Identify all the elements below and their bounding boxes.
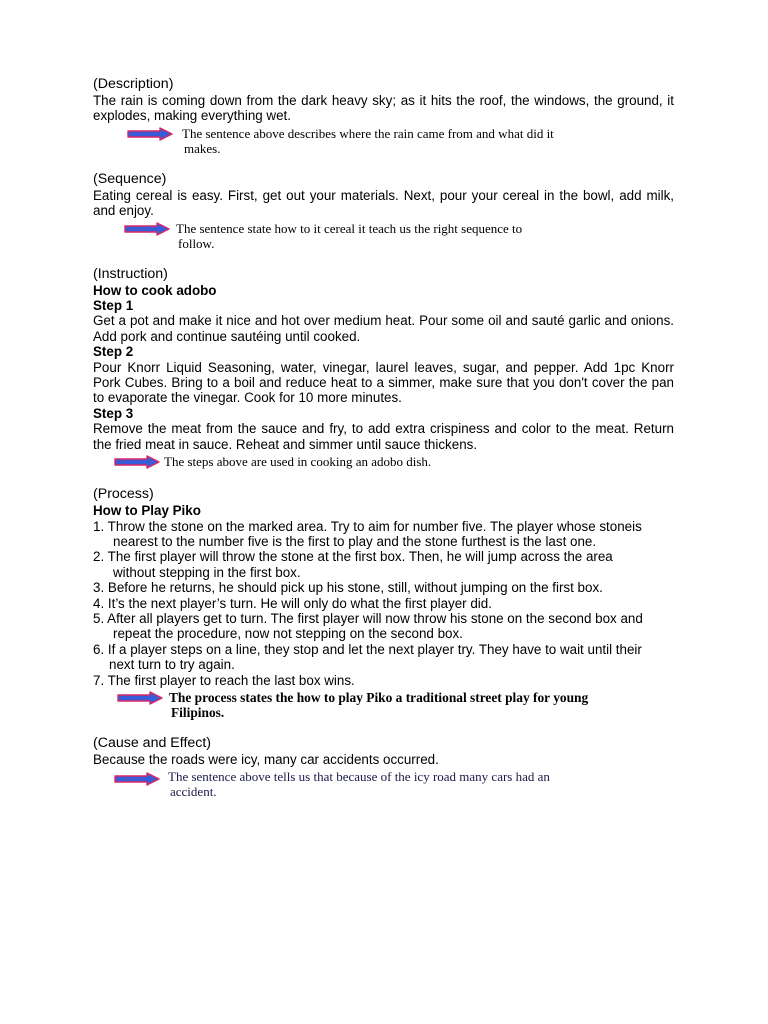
step-label: Step 3	[93, 405, 134, 421]
list-item-line: nearest to the number five is the first to play and the stone furthest is the last one.	[113, 533, 597, 549]
list-item	[93, 519, 674, 550]
list-item-line: 2. The first player will throw the stone at the first box. Then, he will jump across the area	[93, 549, 613, 565]
list-item-line: next turn to try again.	[109, 657, 235, 673]
annotation-note	[93, 454, 674, 472]
section-subtitle: How to Play Piko	[93, 503, 201, 519]
list-item-line: 4. It’s the next player’s turn. He will only do what the first player did.	[93, 595, 492, 611]
section-heading: (Cause and Effect)	[93, 734, 212, 751]
annotation-note	[93, 126, 674, 157]
list-item	[93, 549, 674, 580]
step-text: Remove the meat from the sauce and fry, to add extra crispiness and color to the meat. Return the fried meat in sauce. Reheat and simmer until sauce thickens.	[93, 421, 674, 452]
step-text: Get a pot and make it nice and hot over medium heat. Pour some oil and sauté garlic and onions. Add pork and continue sautéing until cooked.	[93, 313, 674, 344]
section-text: Because the roads were icy, many car accidents occurred.	[93, 751, 439, 767]
section-text: The rain is coming down from the dark heavy sky; as it hits the roof, the windows, the ground, it explodes, making everything wet.	[93, 93, 674, 124]
section-sequence	[93, 171, 674, 252]
section-instruction	[93, 266, 674, 472]
note-line: The sentence above describes where the rain came from and what did it	[182, 125, 554, 141]
note-line: The steps above are used in cooking an adobo dish.	[164, 454, 432, 470]
annotation-note	[93, 690, 674, 721]
section-text: Eating cereal is easy. First, get out your materials. Next, pour your cereal in the bowl, add milk, and enjoy.	[93, 187, 674, 219]
step-text: Pour Knorr Liquid Seasoning, water, vinegar, laurel leaves, sugar, and pepper. Add 1pc Knorr Pork Cubes. Bring to a boil and reduce heat to a simmer, make sure that you don't cover the pan to evaporate the vinegar. Cook for 10 more minutes.	[93, 359, 674, 406]
list-item	[93, 673, 674, 688]
section-heading: (Description)	[93, 76, 174, 92]
section-subtitle: How to cook adobo	[93, 282, 217, 298]
list-item	[93, 580, 674, 595]
annotation-note	[93, 221, 674, 252]
note-line: The sentence state how to it cereal it teach us the right sequence to	[176, 220, 523, 236]
document-page	[93, 76, 674, 814]
section-heading: (Sequence)	[93, 170, 167, 187]
right-arrow-icon	[114, 455, 160, 469]
step-label: Step 1	[93, 298, 134, 314]
section-heading: (Instruction)	[93, 265, 168, 282]
list-item-line: 7. The first player to reach the last box wins.	[93, 672, 355, 688]
section-process	[93, 486, 674, 721]
list-item-line: 5. After all players get to turn. The first player will now throw his stone on the second box and	[93, 610, 643, 626]
list-item-line: 1. Throw the stone on the marked area. Try to aim for number five. The player whose stoneis	[93, 518, 642, 534]
step-label: Step 2	[93, 344, 134, 360]
right-arrow-icon	[124, 222, 170, 236]
section-description	[93, 76, 674, 157]
process-list	[93, 519, 674, 688]
list-item	[93, 596, 674, 611]
list-item-line: without stepping in the first box.	[113, 564, 301, 580]
note-line: Filipinos.	[171, 704, 225, 720]
list-item	[93, 611, 674, 642]
note-line: The process states the how to play Piko a traditional street play for young	[169, 689, 589, 705]
note-line: accident.	[170, 784, 217, 800]
section-heading: (Process)	[93, 486, 154, 503]
note-line: follow.	[178, 235, 215, 251]
annotation-note	[93, 769, 674, 800]
list-item-line: repeat the procedure, now not stepping on the second box.	[113, 626, 463, 642]
right-arrow-icon	[114, 772, 160, 786]
list-item-line: 3. Before he returns, he should pick up his stone, still, without jumping on the first box.	[93, 580, 603, 596]
section-cause-effect	[93, 735, 674, 800]
right-arrow-icon	[127, 127, 173, 141]
list-item	[93, 642, 674, 673]
list-item-line: 6. If a player steps on a line, they stop and let the next player try. They have to wait until their	[93, 641, 642, 657]
right-arrow-icon	[117, 691, 163, 705]
note-line: makes.	[184, 140, 221, 156]
note-line: The sentence above tells us that because of the icy road many cars had an	[168, 769, 550, 785]
